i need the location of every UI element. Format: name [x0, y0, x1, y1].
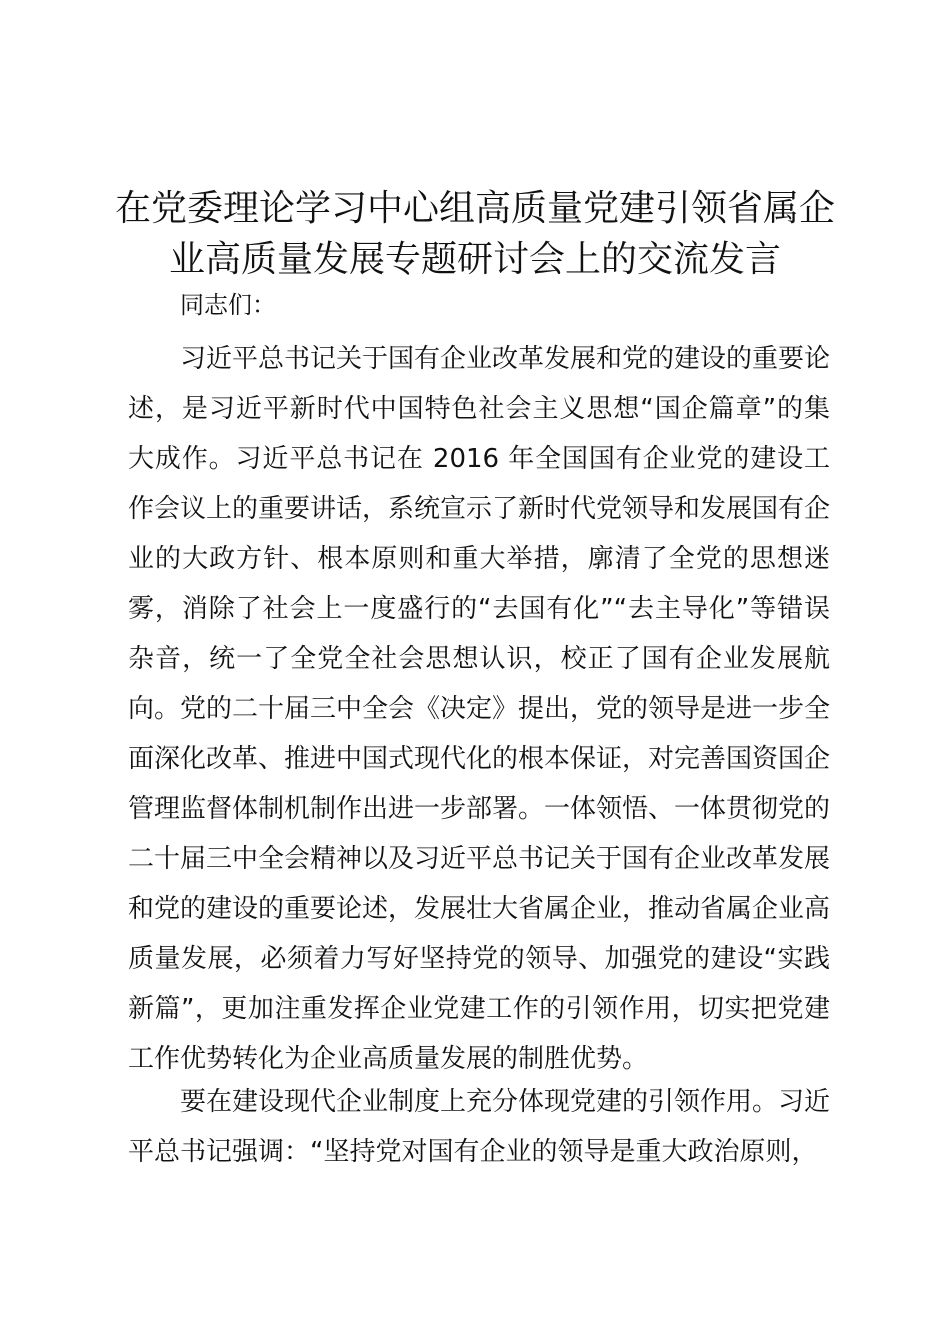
salutation: 同志们： — [180, 291, 276, 319]
body-paragraph: 要在建设现代企业制度上充分体现党建的引领作用。习近平总书记强调：“坚持党对国有企业的领导是重大政治原则， — [128, 1087, 831, 1167]
body-paragraph: 习近平总书记关于国有企业改革发展和党的建设的重要论述，是习近平新时代中国特色社会主义思想“国企篇章”的集大成作。习近平总书记在 2016 年全国国有企业党的建设工作会议上的重要讲话，系统宣示了新时代党领导和发展国有企业的大政方针、根本原则和重大举措，廓清了全党的思想迷雾，消除了社会上一度盛行的“去国有化”“去主导化”等错误杂音，统一了全党全社会思想认识，校正了国有企业发展航向。党的二十届三中全会《决定》提出，党的领导是进一步全面深化改革、推进中国式现代化的根本保证，对完善国资国企管理监督体制机制作出进一步部署。一体领悟、一体贯彻党的二十届三中全会精神以及习近平总书记关于国有企业改革发展和党的建设的重要论述，发展壮大省属企业，推动省属企业高质量发展，必须着力写好坚持党的领导、加强党的建设“实践新篇”，更加注重发挥企业党建工作的引领作用，切实把党建工作优势转化为企业高质量发展的制胜优势。 — [128, 344, 831, 1074]
document-title: 在党委理论学习中心组高质量党建引领省属企业高质量发展专题研讨会上的交流发言 — [114, 188, 835, 280]
